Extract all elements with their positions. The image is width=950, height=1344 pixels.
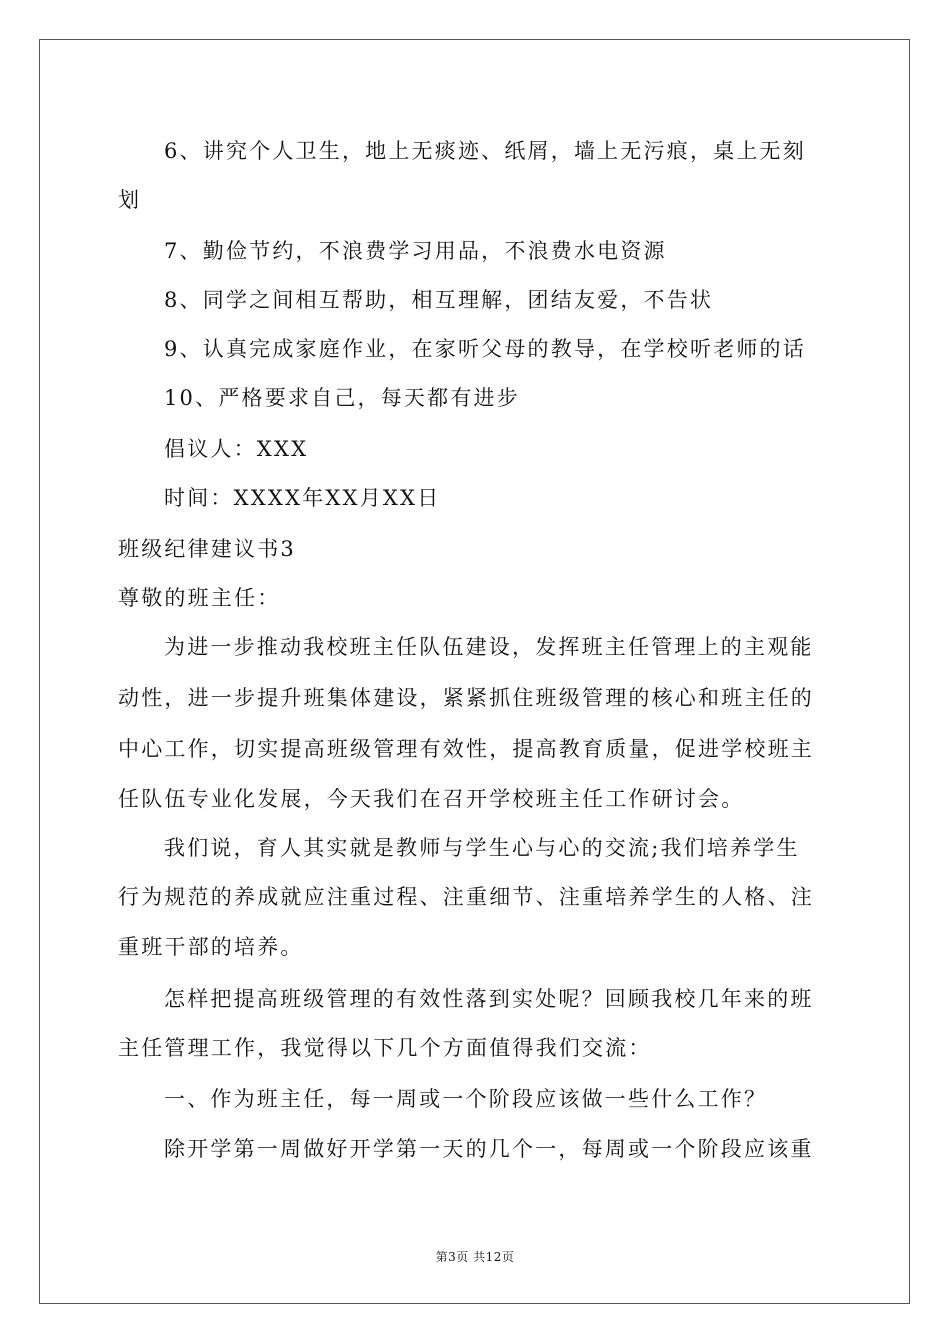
paragraph-2-line1: 我们说，育人其实就是教师与学生心与心的交流;我们培养学生 (164, 836, 800, 860)
paragraph-2-line2: 行为规范的养成就应注重过程、注重细节、注重培养学生的人格、注 (118, 885, 814, 909)
paragraph-2-line3: 重班干部的培养。 (118, 935, 304, 959)
salutation: 尊敬的班主任： (118, 586, 281, 610)
initiator: 倡议人：XXX (164, 437, 309, 461)
paragraph-1-line1: 为进一步推动我校班主任队伍建设，发挥班主任管理上的主观能 (164, 635, 814, 659)
rule-6-line2: 划 (118, 188, 142, 212)
paragraph-4-line1: 除开学第一周做好开学第一天的几个一，每周或一个阶段应该重 (164, 1137, 814, 1161)
paragraph-3-line1: 怎样把提高班级管理的有效性落到实处呢？回顾我校几年来的班 (164, 987, 814, 1011)
date-line: 时间：XXXX年XX月XX日 (164, 486, 441, 510)
rule-9: 9、认真完成家庭作业，在家听父母的教导，在学校听老师的话 (164, 337, 806, 361)
question-heading: 一、作为班主任，每一周或一个阶段应该做一些什么工作？ (164, 1087, 768, 1111)
rule-8: 8、同学之间相互帮助，相互理解，团结友爱，不告状 (164, 288, 714, 312)
paragraph-1-line2: 动性，进一步提升班集体建设，紧紧抓住班级管理的核心和班主任的 (118, 686, 814, 710)
rule-6-line1: 6、讲究个人卫生，地上无痰迹、纸屑，墙上无污痕，桌上无刻 (164, 139, 806, 163)
section-title: 班级纪律建议书3 (118, 537, 296, 561)
page-border (39, 39, 910, 1304)
rule-7: 7、勤俭节约，不浪费学习用品，不浪费水电资源 (164, 239, 667, 263)
paragraph-3-line2: 主任管理工作，我觉得以下几个方面值得我们交流： (118, 1036, 652, 1060)
paragraph-1-line3: 中心工作，切实提高班级管理有效性，提高教育质量，促进学校班主 (118, 737, 814, 761)
page-number-footer: 第3页 共12页 (435, 1250, 515, 1264)
rule-10: 10、严格要求自己，每天都有进步 (164, 386, 520, 410)
paragraph-1-line4: 任队伍专业化发展，今天我们在召开学校班主任工作研讨会。 (118, 787, 745, 811)
